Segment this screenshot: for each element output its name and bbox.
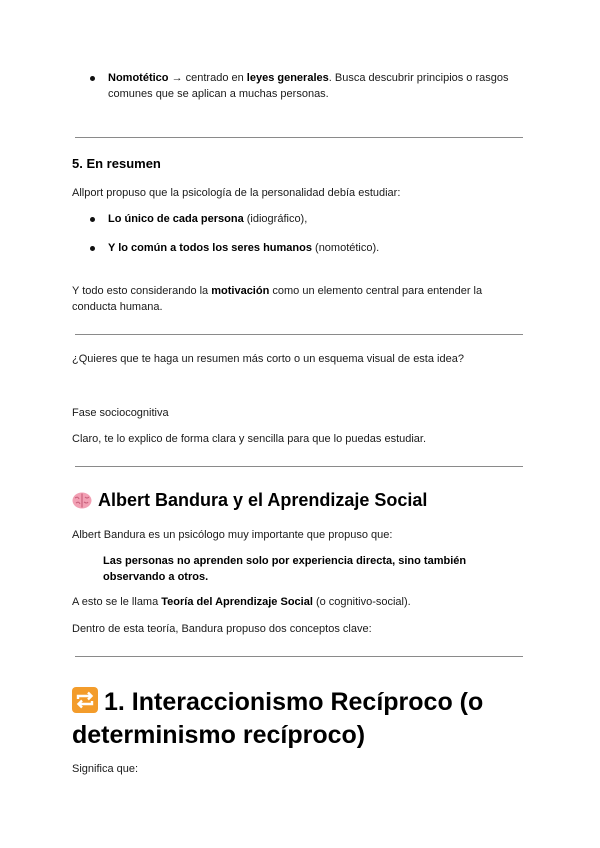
term-bold: Nomotético: [108, 72, 169, 84]
divider: [75, 334, 523, 335]
paragraph: [72, 283, 532, 315]
arrow: →: [171, 72, 183, 84]
text: . Busca descubrir principios o rasgos: [328, 72, 509, 84]
text: (o cognitivo-social).: [312, 596, 411, 608]
brain-icon: [72, 492, 92, 509]
section-heading: 5. En resumen: [72, 156, 161, 171]
term-bold: Lo único de cada persona: [108, 213, 244, 225]
text: (idiográfico),: [243, 213, 308, 225]
quote-line: observando a otros.: [103, 571, 209, 583]
heading-text: 1. Interaccionismo Recíproco (o: [104, 688, 484, 716]
paragraph: Albert Bandura es un psicólogo muy importante que propuso que:: [72, 529, 393, 541]
quote-line: Las personas no aprenden solo por experiencia directa, sino también: [103, 555, 467, 567]
term-bold: leyes generales: [246, 72, 329, 84]
bullet-dot: [90, 76, 95, 81]
text: A esto se le llama: [72, 596, 162, 608]
term-bold: motivación: [211, 285, 270, 297]
divider: [75, 466, 523, 467]
text: Y todo esto considerando la: [72, 285, 212, 297]
list-item-text: [108, 70, 528, 102]
repeat-arrows-icon: [72, 687, 98, 713]
heading-text: determinismo recíproco): [72, 721, 366, 749]
divider: [75, 656, 523, 657]
question-text: ¿Quieres que te haga un resumen más corto o un esquema visual de esta idea?: [72, 353, 464, 365]
fase-label: Fase sociocognitiva: [72, 407, 169, 419]
text: centrado en: [185, 72, 244, 84]
paragraph: [72, 594, 532, 610]
term-bold: Y lo común a todos los seres humanos: [108, 242, 312, 254]
interaccionismo-heading: [72, 686, 542, 752]
text: como un elemento central para entender la: [269, 285, 483, 297]
bullet-dot: [90, 217, 95, 222]
blockquote: [103, 553, 523, 585]
divider: [75, 137, 523, 138]
paragraph: Significa que:: [72, 763, 139, 775]
term-bold: Teoría del Aprendizaje Social: [161, 596, 313, 608]
paragraph: Dentro de esta teoría, Bandura propuso dos conceptos clave:: [72, 623, 372, 635]
text: (nomotético).: [311, 242, 380, 254]
bullet-dot: [90, 246, 95, 251]
text: comunes que se aplican a muchas personas.: [108, 88, 329, 100]
list-item-nomotetico: [90, 70, 530, 104]
bandura-heading: [72, 490, 427, 511]
paragraph: Allport propuso que la psicología de la personalidad debía estudiar:: [72, 187, 401, 199]
text: conducta humana.: [72, 301, 163, 313]
heading-text: Albert Bandura y el Aprendizaje Social: [98, 490, 428, 510]
paragraph: Claro, te lo explico de forma clara y sencilla para que lo puedas estudiar.: [72, 433, 427, 445]
list-item-text: [108, 240, 528, 256]
list-item: [90, 211, 530, 227]
list-item-text: [108, 211, 528, 227]
list-item: [90, 240, 530, 256]
